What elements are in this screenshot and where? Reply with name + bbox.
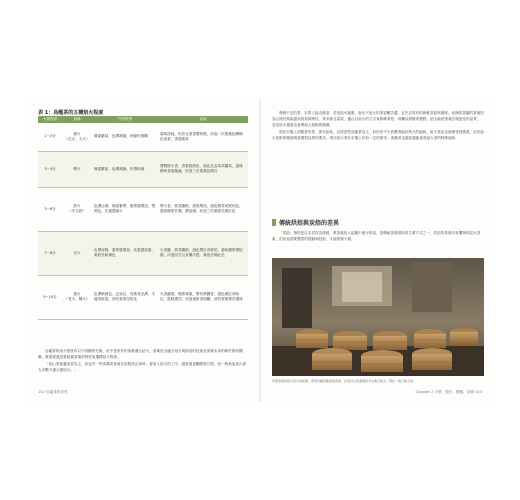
right-body-text-bottom [272,230,484,242]
cell-time: 9~10分 [38,275,62,319]
cell-grade: 輕火 [62,151,92,187]
table-row [38,151,248,187]
cell-time: 1~2分 [38,123,62,151]
section-heading [272,218,339,227]
cell-appearance: 條索緊結，色澤褐綠，砂綠仍明顯 [92,123,158,151]
header-appearance: 外型特徵 [92,116,158,123]
cell-grade: 足火 [62,231,92,275]
paragraph: 發酵不足的茶，本質上接近綠茶，若是焙火過重，會比不焙火的茶更顯苦澀，且失去原有的新鮮香氣與韻味。低海拔茶園的茶葉因為日照長與氣溫高的氣候特性，茶多酚含量高，適合以焙火的方式來修飾茶性，再輔以發酵的製程，焙火能使茶葉呈現更佳的品質，若是焙火過重也會帶給人粗糙的感覺。 [272,111,484,127]
page-number-right: Chapter 2 手藝，製作，體驗，品嚐 103 [415,390,482,394]
header-grade: 焙稱 [62,116,92,123]
cell-appearance: 色澤泛褐，條索緊實，重實感增加，帶褐色，沈重感減少 [92,187,158,231]
cell-aroma: 帶輕微火香，香氣較熟化，湯色呈金黃或橘黃，滋味醇和香氣飽滿，沖泡三次後葉色微紅 [158,151,248,187]
cell-appearance: 條索緊結，色澤褐綠，仍帶砂綠 [92,151,158,187]
roast-level-table [38,116,248,320]
photo-caption: 早期茶葉焙烘以炭火為熱源，使用竹編焙籠盛裝茶葉，在室內以低溫慢焙方式進行焙火，現在一般已較少見。 [272,379,417,383]
left-body-text [38,348,248,374]
page-number-left: 102 烏龍茶的世界 [38,390,68,394]
table-row [38,187,248,231]
cell-time: 5~6分 [38,187,62,231]
paragraph: 「高山茶素養清香為主，但也有一些茶農或茶商在焙製高山茶時，會加入焙火的工序，讓茶湯更顯醇厚甘甜，但一般來說高山茶大多數不適合重焙火。」 [38,362,247,372]
paragraph: 「炭焙」指的是以木炭作為熱源，將茶葉放入焙籠中進行烘焙，是傳統茶葉烘焙的主要方式之一，炭焙的茶葉具有獨特的炭火香氣，但炭焙需要豐富的經驗與技術，才能掌握火候。 [272,231,481,241]
paragraph: 現在市場上消費者的茶，探究起來，以清香型烏龍茶為主，但仍有不少消費者偏好熟火的風味，焙火茶品也逐漸受到重視，由於焙火技術的精進與茶農對品質的要求，現今焙火茶在市場上仍有一定的需求，消費者也越來越能接受焙火茶的特殊風味。 [272,130,484,140]
cell-aroma: 氣味清純，仍有毛茶香製特徵，沖泡一次後葉色轉褐色淡茶、茶湯蜜黃 [158,123,248,151]
right-page [260,100,496,402]
cell-time: 3~4分 [38,151,62,187]
cell-grade: 重火 （老火、陳火） [62,275,92,319]
right-body-text-top [272,110,484,142]
header-aroma: 香味 [158,116,248,123]
charcoal-roasting-room-photo [272,258,484,376]
left-page [24,100,260,402]
table-row [38,123,248,151]
cell-aroma: 火香濃，蔗香濃郁，湯色橙紅或琥珀，滋味濃厚帶焙韻，沖泡回甘且有層次感，葉底呈褐紅色 [158,231,248,275]
cell-appearance: 色澤深褐，重實感增加，沈重感加重，葉底呈暗褐色 [92,231,158,275]
book-spread [24,100,496,402]
cell-time: 7~8分 [38,231,62,275]
cell-appearance: 色澤暗褐色，泛烏紅，有焦黃光澤，手碰易碎裂，部份茶葉呈炭化 [92,275,158,319]
cell-aroma: 火香濃重，燒焦味重，帶有焦糖香，湯色褐紅或暗紅，滋味濃烈，沖泡後焦香明顯，部份茶葉帶苦澀味 [158,275,248,319]
cell-aroma: 帶火香，蔗香濃郁，甜度增加，湯色橙黃或琥珀色，滋味醇厚甘潤，帶焙韻，沖泡三次葉面呈褐紅色 [158,187,248,231]
section-marker-icon [272,219,276,226]
paragraph: 烏龍茶的焙火程度有以下明顯的分級，但不是所有的茶都適合焙火，茶葉是否適合焙火與烘焙的技術及茶葉本身的條件都有關聯，最重要還是要根據茶葉的特性來選擇焙火程度。 [38,349,243,359]
header-time: 火候程度 [38,116,62,123]
cell-grade: 熟火 （半生熟） [62,187,92,231]
table-row [38,275,248,319]
cell-grade: 微火 （走水、文火） [62,123,92,151]
table-title: 表 1：烏龍茶的五種焙火程度 [38,110,104,116]
table-header-row [38,116,248,123]
section-title: 傳統烘焙與炭焙的差異 [279,220,340,227]
table-row [38,231,248,275]
